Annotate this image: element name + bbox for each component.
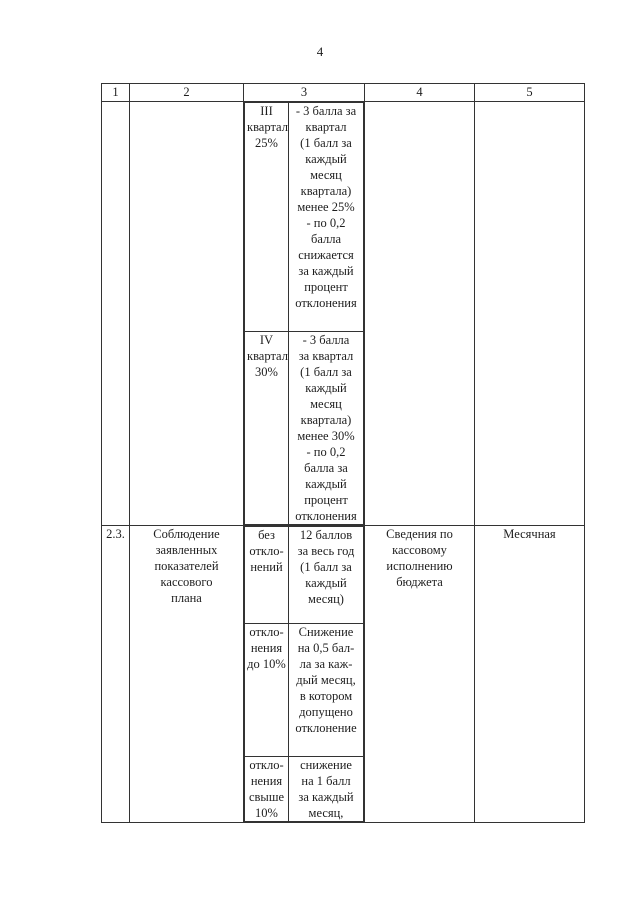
criterion-1-condition: без откло- нений bbox=[245, 527, 289, 624]
row-2-3 bbox=[102, 526, 585, 823]
cont-num-cell bbox=[102, 102, 130, 526]
cont-period-cell bbox=[475, 102, 585, 526]
row-2-3-period: Месячная bbox=[475, 526, 585, 823]
criterion-3-score: снижение на 1 балл за каждый месяц, bbox=[289, 757, 364, 822]
quarter-4-row bbox=[245, 332, 364, 525]
row-2-3-criteria bbox=[244, 526, 365, 823]
quarter-3-description: - 3 балла за квартал (1 балл за каждый месяц квартала) менее 25% - по 0,2 балла снижается за каждый процент отклонения bbox=[289, 103, 364, 332]
criterion-2-score: Снижение на 0,5 бал- ла за каж- дый месяц, в котором допущено отклонение bbox=[289, 624, 364, 757]
cont-name-cell bbox=[130, 102, 244, 526]
quarter-subtable bbox=[244, 102, 364, 525]
header-col-1: 1 bbox=[102, 84, 130, 102]
criteria-subtable bbox=[244, 526, 364, 822]
criteria-table bbox=[101, 83, 585, 823]
quarter-4-description: - 3 балла за квартал (1 балл за каждый месяц квартала) менее 30% - по 0,2 балла за каждый процент отклонения bbox=[289, 332, 364, 525]
cont-criteria-cell bbox=[244, 102, 365, 526]
header-col-5: 5 bbox=[475, 84, 585, 102]
criterion-2-condition: откло- нения до 10% bbox=[245, 624, 289, 757]
criterion-over-10 bbox=[245, 757, 364, 822]
cont-source-cell bbox=[365, 102, 475, 526]
quarter-3-label: III квартал 25% bbox=[245, 103, 289, 332]
row-2-3-source: Сведения по кассовому исполнению бюджета bbox=[365, 526, 475, 823]
header-col-2: 2 bbox=[130, 84, 244, 102]
criterion-3-condition: откло- нения свыше 10% bbox=[245, 757, 289, 822]
criterion-no-deviation bbox=[245, 527, 364, 624]
header-col-4: 4 bbox=[365, 84, 475, 102]
quarter-3-row bbox=[245, 103, 364, 332]
quarter-4-label: IV квартал 30% bbox=[245, 332, 289, 525]
criterion-1-score: 12 баллов за весь год (1 балл за каждый месяц) bbox=[289, 527, 364, 624]
header-col-3: 3 bbox=[244, 84, 365, 102]
header-row bbox=[102, 84, 585, 102]
row-2-3-number: 2.3. bbox=[102, 526, 130, 823]
continuation-row bbox=[102, 102, 585, 526]
page-number: 4 bbox=[316, 44, 324, 59]
criterion-up-to-10 bbox=[245, 624, 364, 757]
row-2-3-name: Соблюдение заявленных показателей кассового плана bbox=[130, 526, 244, 823]
